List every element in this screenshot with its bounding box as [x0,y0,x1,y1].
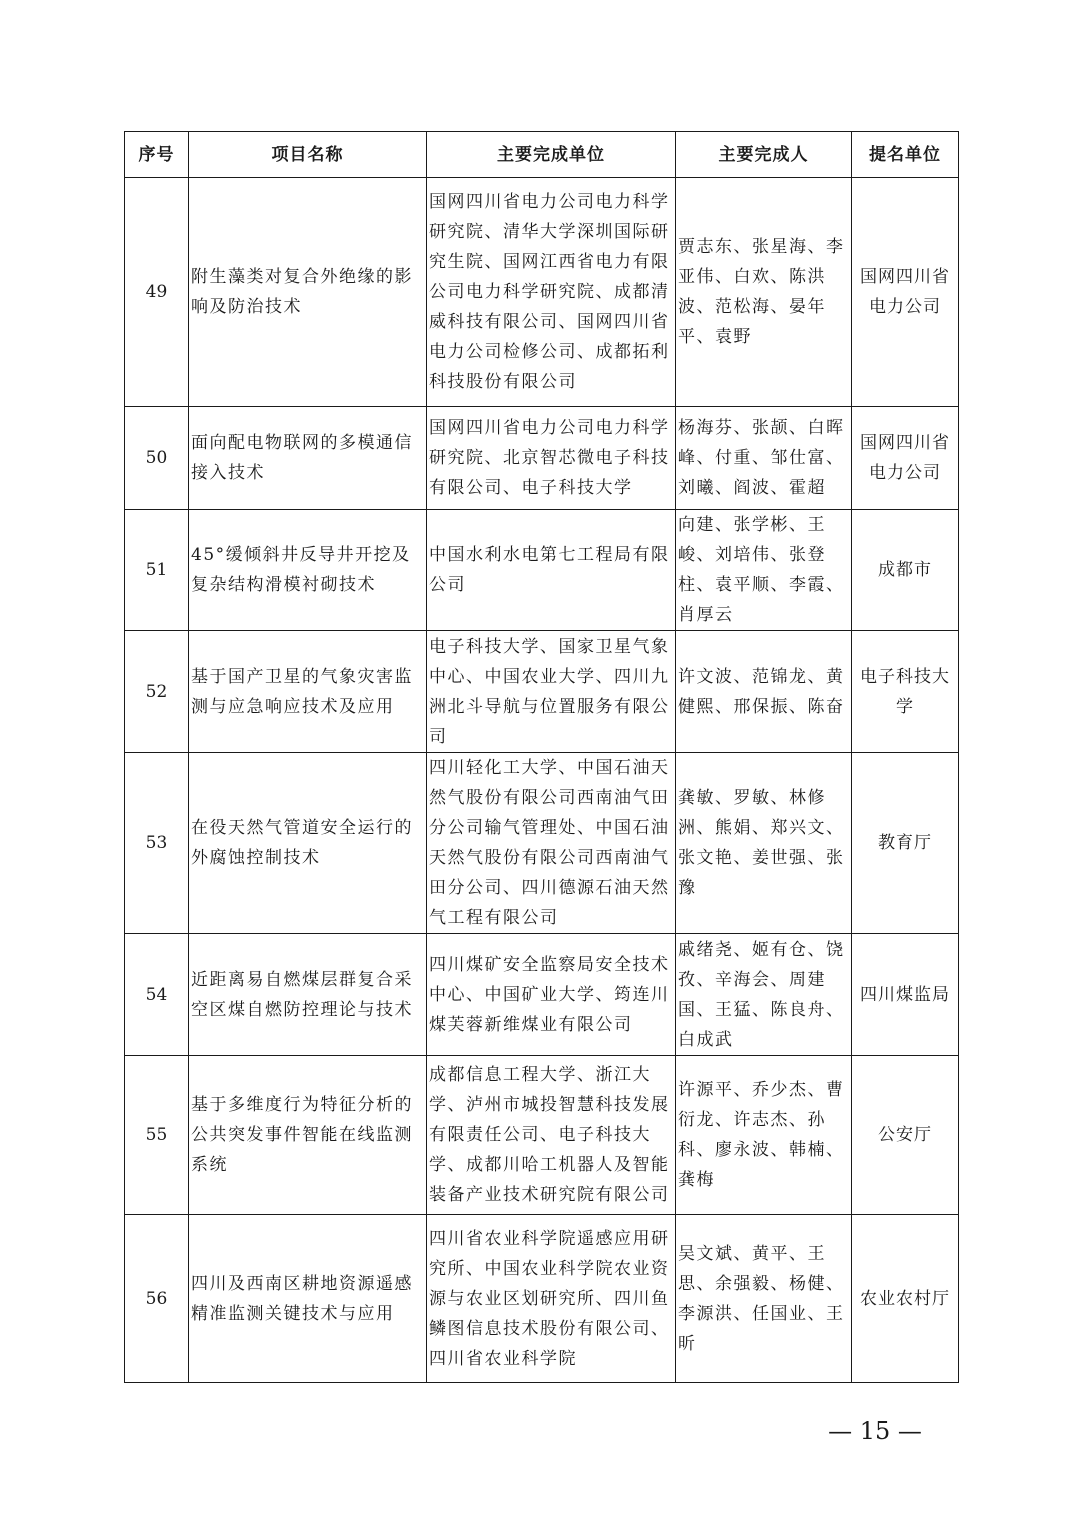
row-main-people: 许源平、乔少杰、曹衍龙、许志杰、孙科、廖永波、韩楠、龚梅 [676,1056,852,1215]
header-project-name: 项目名称 [189,132,427,178]
awards-table [124,131,959,1383]
row-project-name: 基于多维度行为特征分析的公共突发事件智能在线监测系统 [189,1056,427,1215]
row-nominator: 公安厅 [852,1056,959,1215]
row-nominator: 电子科技大学 [852,631,959,753]
table-row [125,1215,959,1383]
row-project-name: 附生藻类对复合外绝缘的影响及防治技术 [189,178,427,407]
table-row [125,510,959,631]
row-project-name: 面向配电物联网的多模通信接入技术 [189,407,427,510]
row-main-units: 四川煤矿安全监察局安全技术中心、中国矿业大学、筠连川煤芙蓉新维煤业有限公司 [427,934,676,1056]
row-main-units: 国网四川省电力公司电力科学研究院、北京智芯微电子科技有限公司、电子科技大学 [427,407,676,510]
header-no: 序号 [125,132,189,178]
row-no: 54 [125,934,189,1056]
row-no: 50 [125,407,189,510]
row-main-people: 龚敏、罗敏、林修洲、熊娟、郑兴文、张文艳、姜世强、张豫 [676,753,852,934]
table-row [125,753,959,934]
row-project-name: 近距离易自燃煤层群复合采空区煤自燃防控理论与技术 [189,934,427,1056]
page-number: — 15 — [828,1417,922,1445]
row-main-people: 许文波、范锦龙、黄健熙、邢保振、陈奋 [676,631,852,753]
table-row [125,407,959,510]
row-nominator: 国网四川省电力公司 [852,178,959,407]
header-nominator: 提名单位 [852,132,959,178]
row-main-units: 中国水利水电第七工程局有限公司 [427,510,676,631]
row-nominator: 教育厅 [852,753,959,934]
row-main-units: 电子科技大学、国家卫星气象中心、中国农业大学、四川九洲北斗导航与位置服务有限公司 [427,631,676,753]
row-main-people: 贾志东、张星海、李亚伟、白欢、陈洪波、范松海、晏年平、袁野 [676,178,852,407]
row-no: 55 [125,1056,189,1215]
row-no: 53 [125,753,189,934]
row-main-people: 戚绪尧、姬有仓、饶孜、辛海会、周建国、王猛、陈良舟、白成武 [676,934,852,1056]
header-main-people: 主要完成人 [676,132,852,178]
table-header-row [125,132,959,178]
table-row [125,178,959,407]
row-no: 56 [125,1215,189,1383]
row-project-name: 在役天然气管道安全运行的外腐蚀控制技术 [189,753,427,934]
row-main-people: 吴文斌、黄平、王思、余强毅、杨健、李源洪、任国业、王昕 [676,1215,852,1383]
table-row [125,1056,959,1215]
row-main-people: 杨海芬、张颉、白晖峰、付重、邹仕富、刘曦、阎波、霍超 [676,407,852,510]
row-no: 51 [125,510,189,631]
row-nominator: 四川煤监局 [852,934,959,1056]
header-main-units: 主要完成单位 [427,132,676,178]
row-main-units: 四川省农业科学院遥感应用研究所、中国农业科学院农业资源与农业区划研究所、四川鱼鳞图信息技术股份有限公司、四川省农业科学院 [427,1215,676,1383]
row-project-name: 基于国产卫星的气象灾害监测与应急响应技术及应用 [189,631,427,753]
row-main-units: 四川轻化工大学、中国石油天然气股份有限公司西南油气田分公司输气管理处、中国石油天然气股份有限公司西南油气田分公司、四川德源石油天然气工程有限公司 [427,753,676,934]
row-project-name: 45°缓倾斜井反导井开挖及复杂结构滑模衬砌技术 [189,510,427,631]
row-nominator: 农业农村厅 [852,1215,959,1383]
row-nominator: 成都市 [852,510,959,631]
row-main-units: 国网四川省电力公司电力科学研究院、清华大学深圳国际研究生院、国网江西省电力有限公司电力科学研究院、成都清威科技有限公司、国网四川省电力公司检修公司、成都拓利科技股份有限公司 [427,178,676,407]
row-project-name: 四川及西南区耕地资源遥感精准监测关键技术与应用 [189,1215,427,1383]
row-no: 52 [125,631,189,753]
row-nominator: 国网四川省电力公司 [852,407,959,510]
row-main-units: 成都信息工程大学、浙江大学、泸州市城投智慧科技发展有限责任公司、电子科技大学、成都川哈工机器人及智能装备产业技术研究院有限公司 [427,1056,676,1215]
table-row [125,631,959,753]
row-main-people: 向建、张学彬、王峻、刘培伟、张登柱、袁平顺、李霞、肖厚云 [676,510,852,631]
table-row [125,934,959,1056]
row-no: 49 [125,178,189,407]
